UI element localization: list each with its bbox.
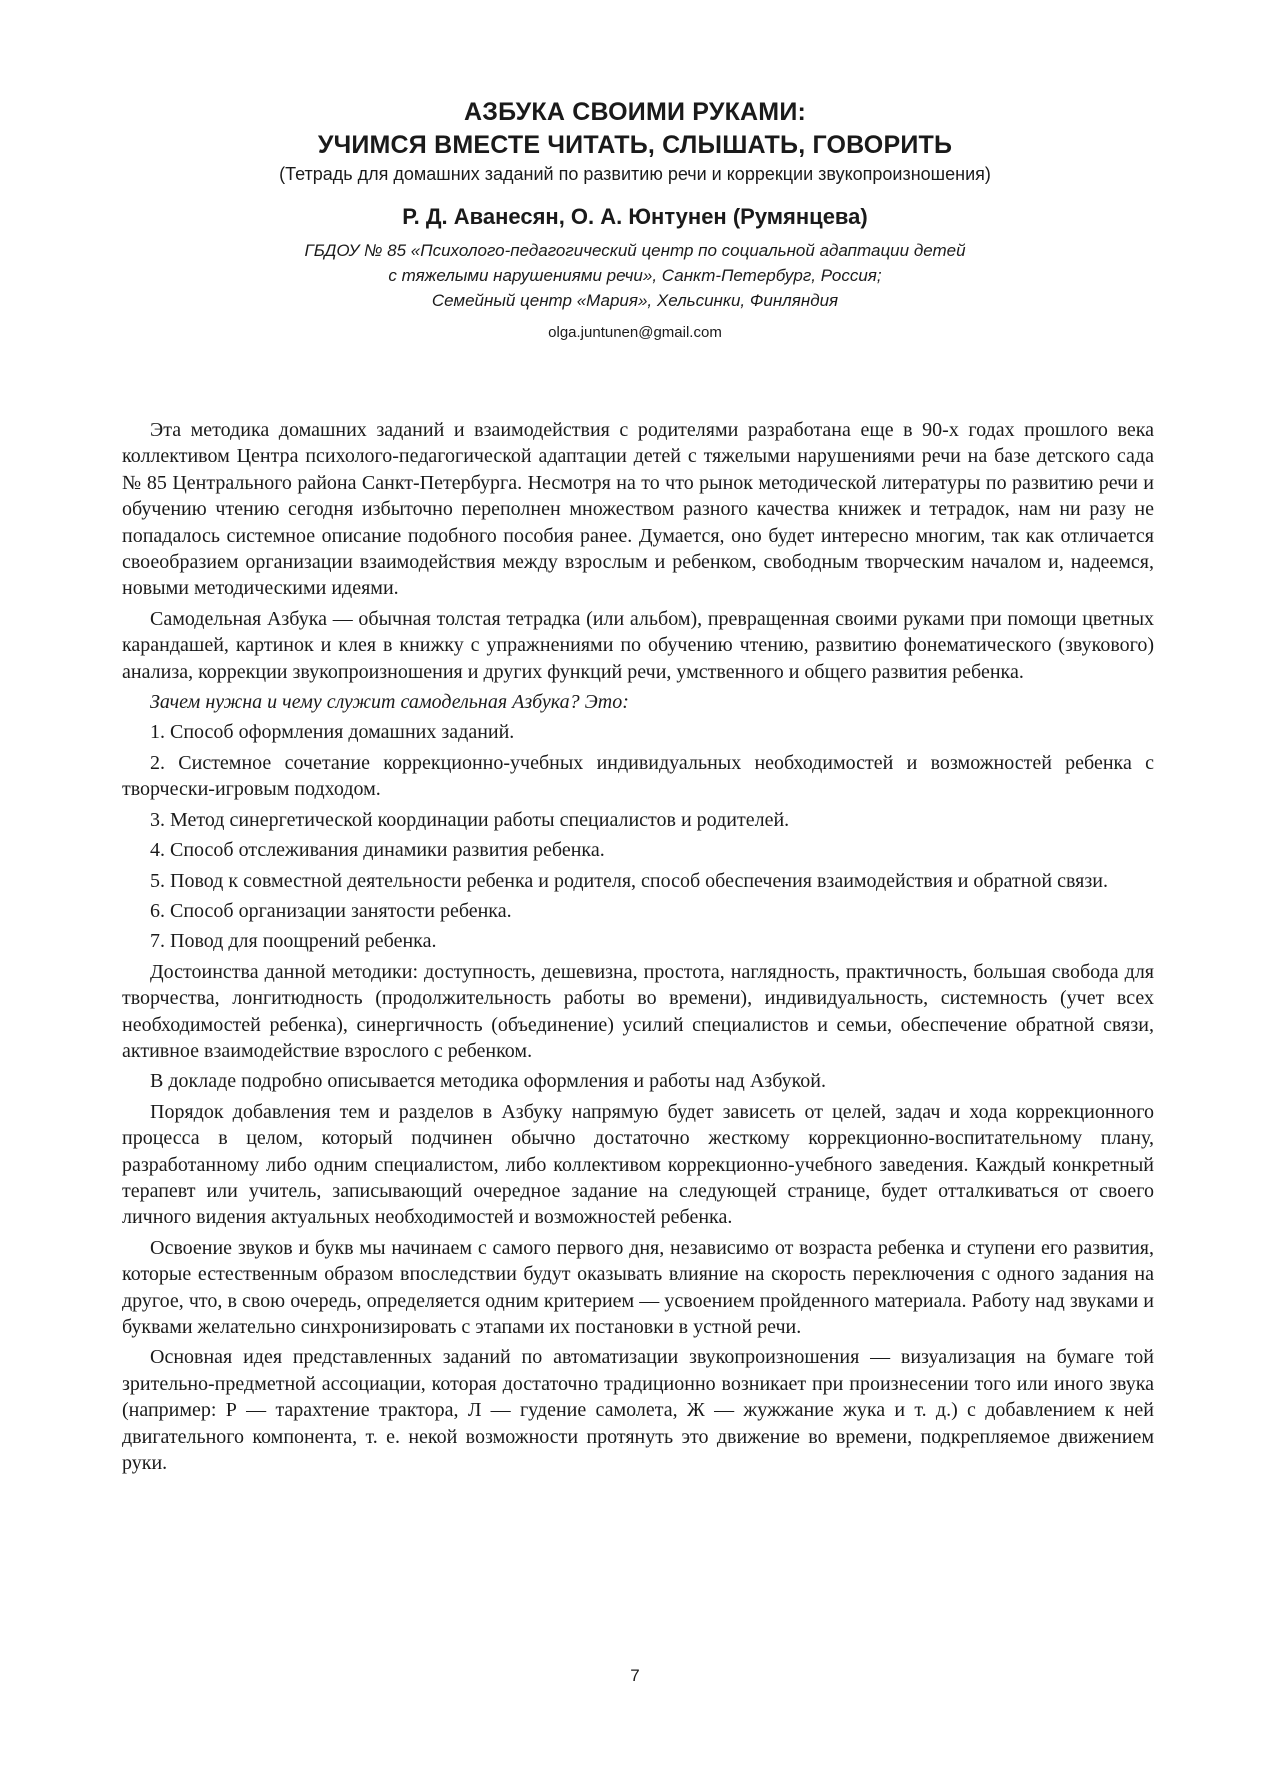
affiliation-line-3: Семейный центр «Мария», Хельсинки, Финляндия	[431, 291, 839, 310]
list-item: 3. Метод синергетической координации работы специалистов и родителей.	[150, 808, 790, 831]
paragraph-order: Порядок добавления тем и разделов в Азбуку напрямую будет зависеть от целей, задач и хода коррекционного процесса в целом, который подчинен обычно достаточно жесткому коррекционно-воспитательному плану, разработанному либо одним специалистом, либо коллективом коррекционно-учебного заведения. Каждый конкретный терапевт или учитель, записывающий очередное задание на следующей странице, будет отталкиваться от своего личного видения актуальных необходимостей и возможностей ребенка.	[122, 1100, 1154, 1229]
authors: Р. Д. Аванесян, О. А. Юнтунен (Румянцева)	[402, 204, 868, 229]
list-item: 1. Способ оформления домашних заданий.	[150, 721, 515, 744]
subtitle: (Тетрадь для домашних заданий по развитию речи и коррекции звукопроизношения)	[279, 164, 991, 184]
page-number: 7	[630, 1666, 640, 1685]
list-item: 6. Способ организации занятости ребенка.	[150, 899, 512, 922]
title-line-1: АЗБУКА СВОИМИ РУКАМИ:	[463, 98, 807, 126]
list-item: 7. Повод для поощрений ребенка.	[150, 930, 437, 953]
paragraph-intro: Эта методика домашних заданий и взаимодействия с родителями разработана еще в 90-х годах прошлого века коллективом Центра психолого-педагогической адаптации детей с тяжелыми нарушениями речи на базе детского сада № 85 Центрального района Санкт-Петербурга. Несмотря на то что рынок методической литературы по развитию речи и обучению чтению сегодня избыточно переполнен множеством разного качества книжек и тетрадок, нам ни разу не попадалось системное описание подобного пособия ранее. Думается, оно будет интересно многим, так как отличается своеобразием организации взаимодействия между взрослым и ребенком, свободным творческим началом и, надеемся, новыми методическими идеями.	[122, 419, 1154, 600]
paragraph-advantages: Достоинства данной методики: доступность, дешевизна, простота, наглядность, практичность, большая свобода для творчества, лонгитюдность (продолжительность работы во времени), индивидуальность, системность (учет всех необходимостей ребенка), синергичность (объединение) усилий специалистов и семьи, обеспечение обратной связи, активное взаимодействие взрослого с ребенком.	[122, 960, 1154, 1062]
article-header	[120, 96, 1150, 343]
list-item: 4. Способ отслеживания динамики развития ребенка.	[150, 839, 605, 862]
author-email: olga.juntunen@gmail.com	[548, 324, 722, 341]
paragraph-sounds: Освоение звуков и букв мы начинаем с самого первого дня, независимо от возраста ребенка и ступени его развития, которые естественным образом впоследствии будут оказывать влияние на скорость переключения с одного задания на другое, что, в свою очередь, определяется одним критерием — усвоением пройденного материала. Работу над звуками и буквами желательно синхронизировать с этапами их постановки в устной речи.	[122, 1236, 1154, 1338]
affiliation-line-2: с тяжелыми нарушениями речи», Санкт-Петербург, Россия;	[388, 266, 882, 285]
title-line-2: УЧИМСЯ ВМЕСТЕ ЧИТАТЬ, СЛЫШАТЬ, ГОВОРИТЬ	[317, 131, 953, 159]
list-item: 2. Системное сочетание коррекционно-учебных индивидуальных необходимостей и возможностей ребенка с творчески-игровым подходом.	[122, 751, 1154, 801]
paragraph-question: Зачем нужна и чему служит самодельная Азбука? Это:	[150, 691, 629, 714]
article-body	[122, 417, 1154, 1480]
affiliation-line-1: ГБДОУ № 85 «Психолого-педагогический центр по социальной адаптации детей	[304, 241, 966, 260]
paragraph-report: В докладе подробно описывается методика оформления и работы над Азбукой.	[150, 1070, 827, 1093]
list-item: 5. Повод к совместной деятельности ребенка и родителя, способ обеспечения взаимодействия и обратной связи.	[150, 869, 1108, 892]
paragraph-main-idea: Основная идея представленных заданий по автоматизации звукопроизношения — визуализация на бумаге той зрительно-предметной ассоциации, которая достаточно традиционно возникает при произнесении того или иного звука (например: Р — тарахтение трактора, Л — гудение самолета, Ж — жужжание жука и т. д.) с добавлением к ней двигательного компонента, т. е. некой возможности протянуть это движение во времени, подкрепляемое движением руки.	[122, 1346, 1154, 1475]
paragraph-definition: Самодельная Азбука — обычная толстая тетрадка (или альбом), превращенная своими руками при помощи цветных карандашей, картинок и клея в книжку с упражнениями по обучению чтению, развитию фонематического (звукового) анализа, коррекции звукопроизношения и других функций речи, умственного и общего развития ребенка.	[122, 607, 1154, 683]
